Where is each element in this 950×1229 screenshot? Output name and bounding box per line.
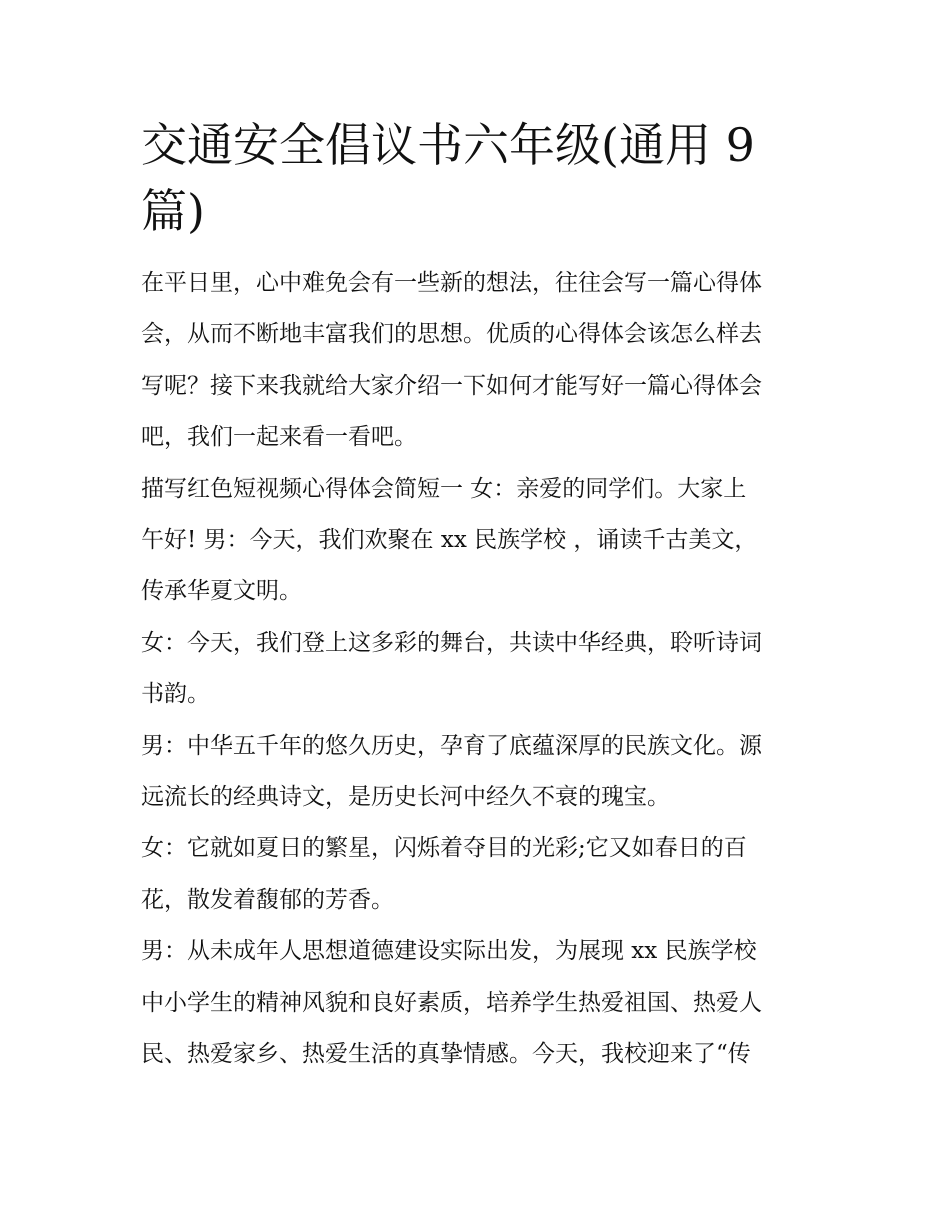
text-line: 花，散发着馥郁的芳香。	[141, 886, 394, 913]
paragraph-4	[141, 721, 813, 824]
text-line: 会，从而不断地丰富我们的思想。优质的心得体会该怎么样去	[141, 321, 762, 348]
text-line: 男：从未成年人思想道德建设实际出发，为展现 xx 民族学校	[141, 938, 757, 965]
paragraph-2	[141, 464, 813, 618]
text-line: 民、热爱家乡、热爱生活的真挚情感。今天，我校迎来了“传	[141, 1041, 751, 1068]
paragraph-6	[141, 926, 813, 1080]
paragraph-3	[141, 618, 813, 721]
document-title	[141, 112, 813, 244]
text-line: 女：今天，我们登上这多彩的舞台，共读中华经典，聆听诗词	[141, 629, 762, 656]
text-line: 描写红色短视频心得体会简短一 女：亲爱的同学们。大家上	[141, 475, 747, 502]
text-line: 中小学生的精神风貌和良好素质，培养学生热爱祖国、热爱人	[141, 989, 762, 1016]
text-line: 远流长的经典诗文，是历史长河中经久不衰的瑰宝。	[141, 784, 670, 811]
title-line: 交通安全倡议书六年级(通用 9	[141, 118, 755, 172]
text-line: 书韵。	[141, 681, 210, 708]
text-line: 在平日里，心中难免会有一些新的想法，往往会写一篇心得体	[141, 270, 762, 296]
text-line: 午好! 男：今天，我们欢聚在 xx 民族学校 ，诵读千古美文，	[141, 527, 758, 554]
text-line: 传承华夏文明。	[141, 578, 302, 605]
text-line: 写呢？接下来我就给大家介绍一下如何才能写好一篇心得体会	[141, 372, 762, 399]
text-line: 男：中华五千年的悠久历史，孕育了底蕴深厚的民族文化。源	[141, 732, 762, 759]
paragraph-intro	[141, 258, 813, 464]
paragraph-5	[141, 823, 813, 926]
document-page	[141, 112, 813, 1081]
title-line: 篇)	[141, 184, 205, 238]
text-line: 女：它就如夏日的繁星，闪烁着夺目的光彩;它又如春日的百	[141, 835, 747, 862]
text-line: 吧，我们一起来看一看吧。	[141, 424, 417, 451]
